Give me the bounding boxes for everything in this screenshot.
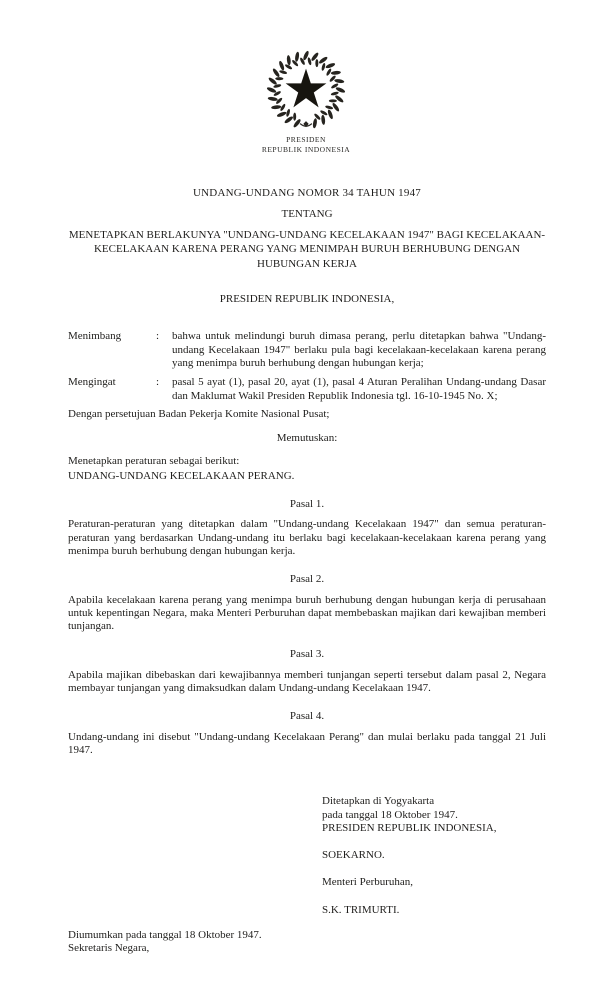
consideration-text: bahwa untuk melindungi buruh dimasa perang, perlu ditetapkan bahwa "Undang-undang Kecelakaan 1947" berlaku pula bagi kecelakaan-kecelakaan karena perang yang menimpa buruh berhubung dengan hubungan kerja; [172,330,546,369]
article-body: Apabila majikan dibebaskan dari kewajibannya memberi tunjangan seperti tersebut dalam pasal 2, Negara membayar tunjangan yang dimaksudkan dalam Undang-undang Kecelakaan 1947. [68,668,546,695]
promulgation-date: Diumumkan pada tanggal 18 Oktober 1947. [68,929,262,941]
consideration-colon: : [156,330,160,343]
seal-caption-presiden: PRESIDEN [286,135,326,144]
document-body [0,187,612,956]
minister-title: Menteri Perburuhan, [322,876,414,889]
law-name: UNDANG-UNDANG KECELAKAAN PERANG. [68,469,295,482]
title-block [68,187,546,306]
article-body: Apabila kecelakaan karena perang yang menimpa buruh berhubung dengan hubungan kerja di perusahaan untuk kepentingan Negara, maka Menteri Perburuhan dapat membebaskan majikan dari kewajiban memberi tunjangan. [68,593,546,633]
seal-caption [0,135,612,154]
enactment-intro: Menetapkan peraturan sebagai berikut: [68,455,240,468]
minister-name: S.K. TRIMURTI. [322,903,400,916]
title-tentang: TENTANG [281,208,333,221]
article-heading: Pasal 2. [289,573,325,586]
seal-caption-republik: REPUBLIK INDONESIA [261,144,351,154]
secretary-title: Sekretaris Negara, [68,942,150,955]
president-name: SOEKARNO. [322,849,385,862]
promulgation-block [68,929,546,956]
law-number-title: UNDANG-UNDANG NOMOR 34 TAHUN 1947 [193,187,421,199]
article-body: Undang-undang ini disebut "Undang-undang Kecelakaan Perang" dan mulai berlaku pada tanggal 21 Juli 1947. [68,730,546,756]
article-heading: Pasal 3. [289,648,325,661]
star-icon [286,69,327,108]
president-title: PRESIDEN REPUBLIK INDONESIA, [322,821,497,834]
consideration-row-menimbang [68,330,546,370]
title-subject: MENETAPKAN BERLAKUNYA "UNDANG-UNDANG KECELAKAAN 1947" BAGI KECELAKAAN-KECELAKAAN KARENA PERANG YANG MENIMPAH BURUH BERHUBUNG DENGAN HUBUNGAN KERJA [68,228,546,270]
consideration-label: Mengingat [68,376,116,389]
consideration-label: Menimbang [68,330,122,343]
article-heading: Pasal 1. [289,498,325,511]
agreement-line: Dengan persetujuan Badan Pekerja Komite Nasional Pusat; [68,407,330,420]
consideration-row-mengingat [68,376,546,403]
enacted-date: pada tanggal 18 Oktober 1947. [322,808,458,821]
star-wreath-emblem-icon [264,48,348,132]
presidential-seal [0,0,612,154]
preamble [68,330,546,483]
article-body: Peraturan-peraturan yang ditetapkan dalam "Undang-undang Kecelakaan 1947" dan semua peraturan-peraturan yang berdasarkan Undang-undang itu berlaku bagi kecelakaan-kecelakaan karena perang yang menimpa buruh berhubung dengan hubungan kerja. [68,518,546,557]
title-issuer: PRESIDEN REPUBLIK INDONESIA, [219,293,395,306]
consideration-colon: : [156,376,160,389]
enacted-place: Ditetapkan di Yogyakarta [322,795,435,808]
article-heading: Pasal 4. [289,710,325,723]
signature-block [322,795,546,917]
articles [68,498,546,757]
decision-heading: Memutuskan: [276,432,338,445]
consideration-text: pasal 5 ayat (1), pasal 20, ayat (1), pasal 4 Aturan Peralihan Undang-undang Dasar dan Maklumat Wakil Presiden Republik Indonesia tgl. 16-10-1945 No. X; [172,376,546,402]
